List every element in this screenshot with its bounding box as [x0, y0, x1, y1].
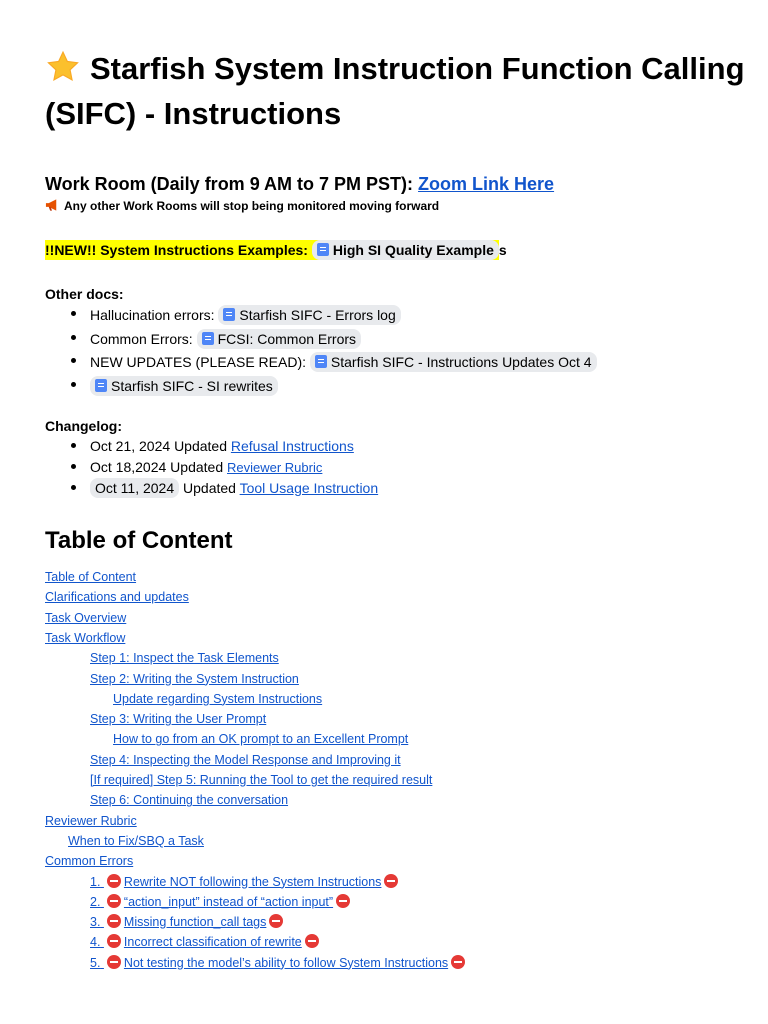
errors-log-doc[interactable] [218, 305, 400, 325]
new-examples-prefix: !!NEW!! System Instructions Examples: [45, 242, 308, 258]
toc-item[interactable]: Step 2: Writing the System Instruction [90, 671, 299, 686]
no-entry-icon [269, 914, 283, 928]
error-number: 1. [90, 874, 101, 889]
no-entry-icon [107, 874, 121, 888]
doc-prefix: NEW UPDATES (PLEASE READ): [90, 354, 307, 370]
toc-error-item[interactable] [90, 953, 468, 973]
toc-item[interactable]: Clarifications and updates [45, 590, 189, 605]
other-docs-list [65, 304, 597, 398]
change-action: Updated [170, 459, 224, 475]
work-room-text: Work Room (Daily from 9 AM to 7 PM PST): [45, 174, 414, 194]
other-docs-label: Other docs: [45, 286, 124, 302]
document-icon [95, 379, 107, 392]
toc-item[interactable]: Update regarding System Instructions [113, 691, 323, 706]
document-icon [223, 308, 235, 321]
no-entry-icon [451, 955, 465, 969]
list-item [65, 304, 597, 328]
document-icon [317, 243, 329, 256]
refusal-instructions-link[interactable]: Refusal Instructions [230, 438, 354, 454]
no-entry-icon [107, 955, 121, 969]
toc-item[interactable]: [If required] Step 5: Running the Tool to get the required result [90, 773, 433, 787]
list-item [65, 457, 378, 478]
toc-item[interactable]: Task Overview [45, 610, 127, 625]
error-number: 5. [90, 955, 101, 970]
doc-prefix: Common Errors: [90, 330, 193, 347]
error-number: 3. [90, 915, 101, 930]
tool-usage-instruction-link[interactable]: Tool Usage Instruction [239, 480, 379, 496]
page-title [45, 46, 745, 136]
toc-item[interactable]: Step 6: Continuing the conversation [90, 793, 289, 808]
toc-error-item[interactable] [90, 892, 353, 912]
toc-item[interactable]: Task Workflow [45, 630, 126, 645]
doc-prefix: Hallucination errors: [90, 307, 215, 323]
list-item [65, 328, 597, 352]
toc-item[interactable]: Common Errors [45, 854, 134, 869]
notice-text: Any other Work Rooms will stop being monitored moving forward [64, 199, 440, 213]
doc-title: Starfish SIFC - Instructions Updates Oct 4 [330, 354, 592, 370]
no-entry-icon [107, 894, 121, 908]
doc-title: Starfish SIFC - SI rewrites [111, 377, 273, 394]
error-text: Missing function_call tags [123, 915, 267, 930]
error-text: Incorrect classification of rewrite [123, 935, 302, 950]
change-action: Updated [183, 480, 236, 496]
new-examples-highlight [45, 240, 499, 260]
changelog-list [65, 436, 378, 499]
work-room-notice [45, 199, 439, 213]
error-text: “action_input” instead of “action input” [123, 894, 334, 909]
instructions-updates-doc[interactable] [310, 352, 597, 372]
reviewer-rubric-link[interactable]: Reviewer Rubric [227, 460, 323, 475]
error-text: Not testing the model’s ability to follow System Instructions [123, 955, 449, 970]
work-room-line [45, 174, 554, 195]
toc-item[interactable]: Step 3: Writing the User Prompt [90, 712, 267, 727]
toc-item[interactable]: Table of Content [45, 570, 137, 584]
error-number: 4. [90, 935, 101, 950]
change-date: Oct 18,2024 [90, 459, 167, 475]
new-examples-line [45, 242, 507, 258]
toc-item[interactable]: How to go from an OK prompt to an Excellent Prompt [113, 732, 409, 747]
list-item [65, 351, 597, 375]
toc-item[interactable]: Step 4: Inspecting the Model Response and Improving it [90, 752, 401, 767]
change-action: Updated [174, 438, 227, 454]
no-entry-icon [336, 894, 350, 908]
no-entry-icon [305, 934, 319, 948]
toc-error-item[interactable] [90, 872, 401, 892]
change-date: Oct 21, 2024 [90, 438, 171, 454]
no-entry-icon [384, 874, 398, 888]
zoom-link[interactable]: Zoom Link Here [418, 174, 555, 194]
date-chip[interactable]: Oct 11, 2024 [90, 478, 179, 498]
doc-title: FCSI: Common Errors [217, 330, 357, 347]
list-item [65, 375, 597, 399]
star-icon [45, 50, 81, 84]
toc-error-item[interactable] [90, 932, 322, 952]
common-errors-doc[interactable] [197, 329, 361, 349]
high-si-quality-examples-doc[interactable] [312, 240, 499, 260]
page-title-text: Starfish System Instruction Function Calling (SIFC) - Instructions [45, 51, 745, 131]
doc-title: Starfish SIFC - Errors log [239, 307, 396, 323]
document-icon [315, 355, 327, 368]
si-rewrites-doc[interactable] [90, 376, 278, 396]
toc-item[interactable]: Reviewer Rubric [45, 813, 137, 828]
list-item [65, 478, 378, 499]
no-entry-icon [107, 914, 121, 928]
changelog-label: Changelog: [45, 418, 122, 434]
toc-error-item[interactable] [90, 912, 286, 932]
list-item [65, 436, 378, 457]
toc-item[interactable]: When to Fix/SBQ a Task [68, 833, 204, 848]
megaphone-icon [45, 199, 60, 211]
no-entry-icon [107, 934, 121, 948]
error-text: Rewrite NOT following the System Instructions [123, 874, 382, 889]
toc-heading: Table of Content [45, 527, 233, 554]
doc-title-end: s [498, 242, 507, 258]
doc-title: High SI Quality Example [332, 242, 494, 258]
toc-item[interactable]: Step 1: Inspect the Task Elements [90, 651, 279, 666]
document-icon [202, 332, 214, 345]
error-number: 2. [90, 894, 101, 909]
